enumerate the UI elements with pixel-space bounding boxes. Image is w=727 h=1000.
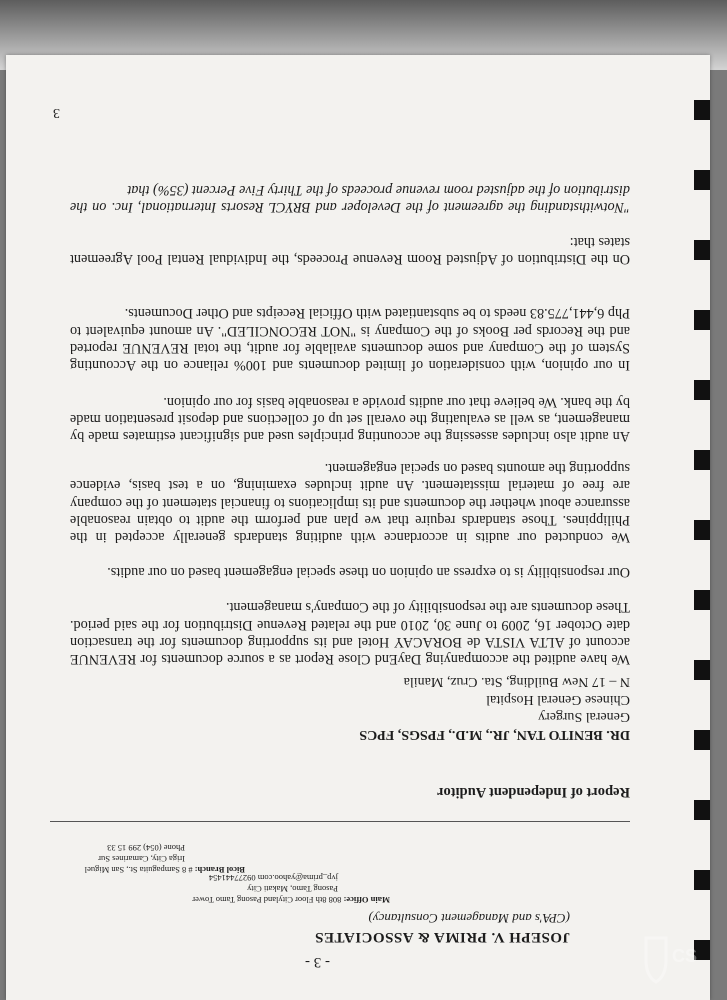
watermark-text: CS: [672, 946, 698, 966]
main-office-line: Pasong Tamo, Makati City: [247, 884, 338, 894]
firm-name: JOSEPH V. PRIMA & ASSOCIATES: [314, 929, 570, 945]
addressee-block: [359, 673, 630, 743]
binding-tabs: [692, 55, 710, 1000]
binding-tab: [694, 590, 710, 610]
binding-tab: [694, 170, 710, 190]
addressee-line: General Surgery: [538, 709, 630, 725]
letterhead-divider: [50, 821, 630, 822]
binding-tab: [694, 240, 710, 260]
binding-tab: [694, 730, 710, 750]
paragraph-distribution: On the Distribution of Adjusted Room Revenue Proceeds, the Individual Rental Pool Agreement states that:: [70, 233, 630, 267]
paragraph-standards: We conducted our audits in accordance with auditing standards generally accepted in the Philippines. Those standards require that we plan and perform the audit to obtain reasonable assurance about whether the documents and its implications to financial statement of the company are free of material misstatement. An audit includes examining, on a test basis, evidence supporting the amounts based on special engagement.: [70, 460, 630, 545]
addressee-line: Chinese General Hospital: [486, 692, 630, 707]
binding-tab: [694, 100, 710, 120]
page-number-bottom: 3: [53, 105, 60, 120]
paragraph-quote: "Notwithstanding the agreement of the Developer and BRYCL Resorts International, Inc. on the distribution of the adjusted room revenue proceeds of the Thirty Five Percent (35%) that: [70, 181, 630, 215]
paragraph-scope: We have audited the accompanying DayEnd Close Report as a source documents for REVENUE account of ALTA VISTA de BORACAY Hotel and its supporting documents for the transaction date October 16, 2009 to June 30, 2010 and the related Revenue Distribution for the said period. These documents are the responsibility of the Company's management.: [70, 599, 630, 667]
addressee-name: DR. BENITO TAN, JR., M.D., FPSGS, FPCS: [359, 727, 630, 742]
binding-tab: [694, 870, 710, 890]
document-page: [6, 55, 710, 1000]
main-office-line: 808 8th Floor Cityland Pasong Tamo Tower: [192, 895, 342, 905]
binding-tab: [694, 520, 710, 540]
bicol-branch-block: [85, 842, 245, 875]
letterhead: [30, 843, 630, 945]
paragraph-assessment: An audit also includes assessing the accounting principles used and significant estimates made by management, as well as evaluating the overall set up of collections and deposit presentation made by the bank. We believe that our audits provide a reasonable basis for our opinion.: [70, 393, 630, 444]
report-title: Report of Independent Auditor: [437, 784, 630, 800]
addressee-line: N – 17 New Building, Sta. Cruz, Manila: [403, 674, 630, 690]
main-office-block: [192, 872, 390, 905]
shield-icon: [646, 938, 666, 982]
bicol-branch-line: Iriga City, Camarines Sur: [98, 854, 185, 864]
paragraph-responsibility: Our responsibility is to express an opinion on these special engagement based on our audits.: [107, 564, 630, 580]
binding-tab: [694, 450, 710, 470]
binding-tab: [694, 800, 710, 820]
binding-tab: [694, 310, 710, 330]
firm-subtitle: (CPA's and Management Consultancy): [368, 911, 570, 926]
bicol-branch-line: Phone (054) 299 15 33: [107, 843, 185, 853]
paragraph-opinion: In our opinion, with consideration of limited documents and 100% reliance on the Accounting System of the Company and some documents available for audit, the total REVENUE reported and the Records per Books of the Company is "NOT RECONCILED". An amount equivalent to Php 6,441,775.83 needs to be substantiated with Official Receipts and Other Documents.: [70, 305, 630, 373]
binding-tab: [694, 660, 710, 680]
main-office-line: jvp_prima@yahoo.com 09277441454: [208, 873, 338, 883]
bicol-branch-label: Bicol Branch:: [194, 865, 245, 875]
binding-tab: [694, 380, 710, 400]
scanner-watermark-logo: [640, 930, 720, 990]
main-office-label: Main Office:: [343, 895, 390, 905]
bicol-branch-line: # 8 Sampaguita St., San Miguel: [84, 865, 193, 875]
page-number-top: - 3 -: [305, 954, 330, 970]
